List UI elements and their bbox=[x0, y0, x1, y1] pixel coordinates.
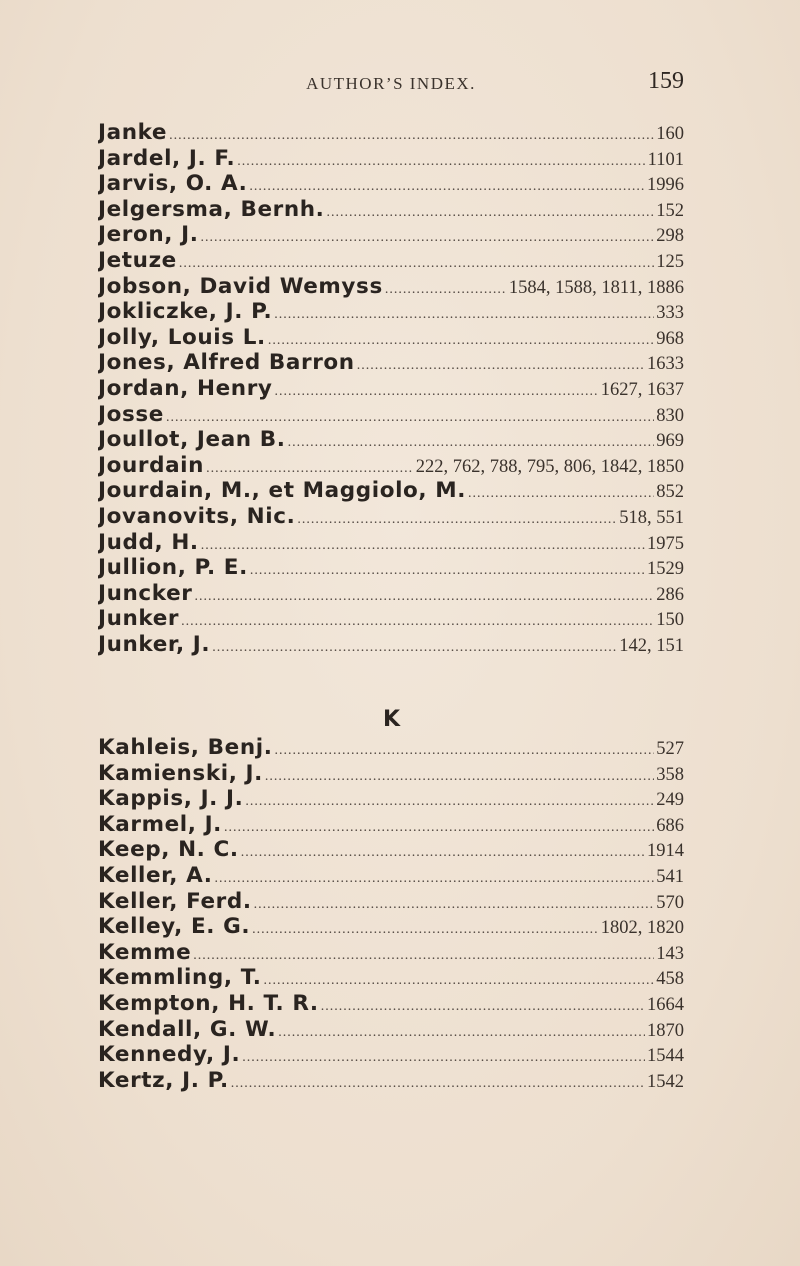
entry-pages: 968 bbox=[656, 328, 684, 349]
index-section-j bbox=[98, 120, 684, 657]
entry-pages: 1101 bbox=[647, 149, 684, 170]
dot-leader bbox=[274, 743, 654, 759]
index-entry bbox=[98, 606, 684, 632]
entry-pages: 570 bbox=[656, 892, 684, 913]
index-entry bbox=[98, 171, 684, 197]
entry-name: Juncker bbox=[98, 580, 193, 606]
entry-pages: 249 bbox=[656, 790, 684, 811]
dot-leader bbox=[268, 333, 654, 349]
dot-leader bbox=[166, 410, 654, 426]
entry-pages: 222, 762, 788, 795, 806, 1842, 1850 bbox=[415, 456, 684, 477]
section-letter-heading: K bbox=[382, 707, 402, 732]
entry-pages: 1627, 1637 bbox=[600, 379, 684, 400]
dot-leader bbox=[181, 614, 654, 630]
index-entry bbox=[98, 478, 684, 504]
dot-leader bbox=[357, 358, 645, 374]
index-entry bbox=[98, 530, 684, 556]
entry-pages: 518, 551 bbox=[619, 507, 684, 528]
index-entry bbox=[98, 837, 684, 863]
entry-name: Kelley, E. G. bbox=[98, 914, 251, 940]
entry-name: Jarvis, O. A. bbox=[98, 171, 248, 197]
entry-name: Jolly, Louis L. bbox=[98, 324, 266, 350]
entry-pages: 1529 bbox=[647, 559, 684, 580]
entry-pages: 527 bbox=[656, 739, 684, 759]
index-entry bbox=[98, 504, 684, 530]
dot-leader bbox=[201, 538, 645, 554]
entry-pages: 686 bbox=[656, 815, 684, 836]
index-entry bbox=[98, 889, 684, 915]
entry-name: Kennedy, J. bbox=[98, 1042, 241, 1068]
index-entry bbox=[98, 965, 684, 991]
index-entry bbox=[98, 1042, 684, 1068]
entry-name: Kempton, H. T. R. bbox=[98, 990, 319, 1016]
entry-name: Jones, Alfred Barron bbox=[98, 350, 355, 376]
entry-name: Jullion, P. E. bbox=[98, 555, 248, 581]
index-entry bbox=[98, 402, 684, 428]
index-entry bbox=[98, 350, 684, 376]
index-entry bbox=[98, 863, 684, 889]
index-entry bbox=[98, 1017, 684, 1043]
entry-name: Jeron, J. bbox=[98, 222, 199, 248]
entry-name: Keller, A. bbox=[98, 862, 213, 888]
entry-pages: 541 bbox=[656, 866, 684, 887]
entry-pages: 458 bbox=[656, 969, 684, 990]
entry-pages: 125 bbox=[656, 251, 684, 272]
entry-name: Kendall, G. W. bbox=[98, 1016, 277, 1042]
entry-pages: 160 bbox=[656, 124, 684, 144]
dot-leader bbox=[326, 205, 654, 221]
entry-name: Janke bbox=[98, 120, 168, 145]
entry-pages: 143 bbox=[656, 943, 684, 964]
index-entry bbox=[98, 427, 684, 453]
dot-leader bbox=[250, 563, 645, 579]
entry-name: Josse bbox=[98, 401, 164, 427]
dot-leader bbox=[231, 1076, 645, 1092]
dot-leader bbox=[212, 640, 617, 656]
entry-name: Kamienski, J. bbox=[98, 760, 263, 786]
entry-pages: 830 bbox=[656, 405, 684, 426]
entry-name: Kemme bbox=[98, 939, 192, 965]
index-entry bbox=[98, 940, 684, 966]
index-entry bbox=[98, 761, 684, 787]
entry-pages: 969 bbox=[656, 431, 684, 452]
page-number: 159 bbox=[648, 68, 684, 94]
entry-name: Keep, N. C. bbox=[98, 837, 239, 863]
dot-leader bbox=[194, 589, 654, 605]
dot-leader bbox=[237, 154, 645, 170]
index-section-k bbox=[98, 735, 684, 1093]
index-entry bbox=[98, 274, 684, 300]
index-entry bbox=[98, 991, 684, 1017]
entry-pages: 1870 bbox=[647, 1020, 684, 1041]
entry-name: Jourdain, M., et Maggiolo, M. bbox=[98, 478, 467, 504]
entry-pages: 286 bbox=[656, 584, 684, 605]
index-entry bbox=[98, 299, 684, 325]
index-entry bbox=[98, 197, 684, 223]
dot-leader bbox=[249, 179, 645, 195]
dot-leader bbox=[206, 461, 414, 477]
dot-leader bbox=[278, 1025, 645, 1041]
entry-pages: 1544 bbox=[647, 1046, 684, 1067]
dot-leader bbox=[193, 948, 654, 964]
entry-name: Junker bbox=[98, 606, 180, 632]
dot-leader bbox=[265, 769, 654, 785]
dot-leader bbox=[297, 512, 617, 528]
entry-pages: 1584, 1588, 1811, 1886 bbox=[508, 277, 684, 298]
dot-leader bbox=[242, 1050, 645, 1066]
index-entry bbox=[98, 735, 684, 761]
index-entry bbox=[98, 325, 684, 351]
dot-leader bbox=[215, 871, 655, 887]
dot-leader bbox=[252, 922, 599, 938]
dot-leader bbox=[321, 999, 645, 1015]
entry-pages: 1542 bbox=[647, 1071, 684, 1092]
entry-name: Junker, J. bbox=[98, 631, 211, 657]
entry-pages: 333 bbox=[656, 303, 684, 324]
entry-name: Keller, Ferd. bbox=[98, 888, 252, 914]
index-entry bbox=[98, 1068, 684, 1094]
dot-leader bbox=[169, 128, 654, 144]
dot-leader bbox=[264, 973, 655, 989]
dot-leader bbox=[254, 897, 655, 913]
entry-name: Jokliczke, J. P. bbox=[98, 299, 273, 325]
index-entry bbox=[98, 453, 684, 479]
index-entry bbox=[98, 581, 684, 607]
entry-pages: 852 bbox=[656, 482, 684, 503]
dot-leader bbox=[241, 845, 645, 861]
index-entry bbox=[98, 555, 684, 581]
index-entry bbox=[98, 786, 684, 812]
entry-name: Jourdain bbox=[98, 452, 205, 478]
index-entry bbox=[98, 146, 684, 172]
dot-leader bbox=[179, 256, 654, 272]
entry-pages: 152 bbox=[656, 200, 684, 221]
running-title: AUTHOR’S INDEX. bbox=[306, 74, 476, 93]
entry-pages: 1633 bbox=[647, 354, 684, 375]
index-entry bbox=[98, 632, 684, 658]
index-entry bbox=[98, 812, 684, 838]
index-entry bbox=[98, 914, 684, 940]
index-entry bbox=[98, 222, 684, 248]
dot-leader bbox=[274, 307, 654, 323]
dot-leader bbox=[245, 794, 654, 810]
entry-pages: 358 bbox=[656, 764, 684, 785]
entry-pages: 1802, 1820 bbox=[600, 918, 684, 939]
entry-name: Kertz, J. P. bbox=[98, 1067, 229, 1093]
entry-name: Karmel, J. bbox=[98, 811, 222, 837]
index-entry bbox=[98, 248, 684, 274]
entry-name: Kappis, J. J. bbox=[98, 786, 244, 812]
entry-name: Jovanovits, Nic. bbox=[98, 503, 296, 529]
entry-name: Jobson, David Wemyss bbox=[98, 273, 383, 299]
dot-leader bbox=[288, 435, 655, 451]
entry-name: Jordan, Henry bbox=[98, 375, 273, 401]
entry-name: Jelgersma, Bernh. bbox=[98, 196, 325, 222]
running-head bbox=[98, 68, 684, 98]
entry-name: Kahleis, Benj. bbox=[98, 735, 273, 760]
entry-name: Judd, H. bbox=[98, 529, 199, 555]
dot-leader bbox=[224, 820, 654, 836]
entry-pages: 1975 bbox=[647, 533, 684, 554]
entry-pages: 298 bbox=[656, 226, 684, 247]
dot-leader bbox=[468, 486, 654, 502]
entry-pages: 1996 bbox=[647, 175, 684, 196]
index-entry bbox=[98, 120, 684, 146]
entry-name: Jetuze bbox=[98, 247, 177, 273]
entry-pages: 1914 bbox=[647, 841, 684, 862]
dot-leader bbox=[275, 384, 599, 400]
entry-pages: 1664 bbox=[647, 994, 684, 1015]
dot-leader bbox=[385, 282, 507, 298]
dot-leader bbox=[200, 230, 654, 246]
entry-name: Jardel, J. F. bbox=[98, 145, 236, 171]
index-entry bbox=[98, 376, 684, 402]
entry-name: Joullot, Jean B. bbox=[98, 427, 286, 453]
entry-name: Kemmling, T. bbox=[98, 965, 262, 991]
entry-pages: 142, 151 bbox=[619, 635, 684, 656]
entry-pages: 150 bbox=[656, 610, 684, 631]
